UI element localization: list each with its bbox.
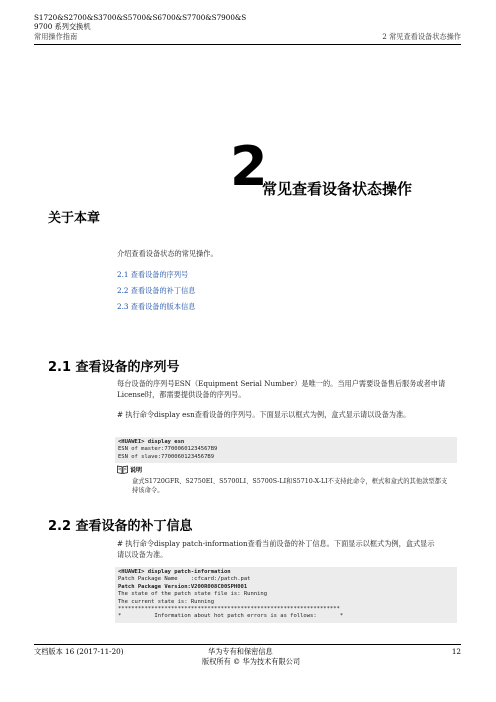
code-line: Patch Package Version:V200R008C00SPH001 [118, 583, 248, 590]
code-line: <HUAWEI> display esn [118, 439, 185, 445]
code-line: ESN of master:77000601234567B9 [118, 446, 218, 453]
section-2-1-para2-text: # 执行命令display esn查看设备的序列号。下面显示以框式为例，盒式显示请以设备为准。 [117, 410, 411, 419]
about-heading: 关于本章 [48, 211, 101, 226]
chapter-title: 常见查看设备状态操作 [262, 180, 413, 198]
section-2-1-para2 [117, 409, 455, 420]
product-name-line1: S1720&S2700&S3700&S5700&S6700&S7700&S7900&S [34, 13, 247, 22]
esn-code-block [115, 437, 457, 463]
toc-link-2-2[interactable]: 2.2 查看设备的补丁信息 [117, 286, 196, 295]
note-text: 盒式S1720GFR、S2750EI、S5700LI、S5700S-LI和S5710-X-LI不支持此命令，框式和盒式的其他款型都支持该命令。 [132, 478, 448, 494]
note-book-icon [117, 465, 128, 474]
copyright-notice: 版权所有 © 华为技术有限公司 [202, 657, 301, 666]
code-line: ******************************************************************* [118, 606, 340, 613]
note-label: 说明 [130, 467, 143, 474]
code-line: <HUAWEI> display patch-information [118, 569, 231, 575]
chapter-number: 2 [230, 135, 268, 198]
code-line: The state of the patch state file is: Running [118, 591, 268, 598]
section-2-1-heading: 2.1 查看设备的序列号 [48, 360, 180, 375]
doc-version: 文档版本 16 (2017-11-20) [34, 647, 124, 656]
about-intro: 介绍查看设备状态的常见操作。 [117, 249, 218, 258]
code-line: The current state is: Running [118, 598, 215, 605]
toc-link-2-3[interactable]: 2.3 查看设备的版本信息 [117, 302, 196, 311]
section-2-2-para1: # 执行命令display patch-information查看当前设备的补丁信息。下面显示以框式为例，盒式显示请以设备为准。 [117, 539, 435, 559]
patch-code-block [115, 567, 457, 623]
section-2-1-para1: 每台设备的序列号ESN（Equipment Serial Number）是唯一的。当用户需要设备售后服务或者申请License时，都需要提供设备的序列号。 [117, 379, 446, 399]
code-line: * Information about hot patch errors is as follows: * [118, 613, 344, 620]
product-name-line2: 9700 系列交换机 [34, 22, 91, 31]
section-2-2-heading: 2.2 查看设备的补丁信息 [48, 519, 193, 534]
confidentiality-notice: 华为专有和保密信息 [208, 647, 273, 656]
code-line: ESN of slave:77000601234567B9 [118, 453, 215, 460]
toc-link-2-1[interactable]: 2.1 查看设备的序列号 [117, 270, 189, 279]
code-line: Patch Package Name :cfcard:/patch.pat [118, 576, 251, 583]
footer-rule [34, 644, 461, 645]
header-rule [34, 44, 461, 45]
doc-title: 常用操作指南 [34, 32, 78, 41]
page-number: 12 [451, 647, 461, 656]
running-section-title: 2 常见查看设备状态操作 [382, 32, 461, 41]
